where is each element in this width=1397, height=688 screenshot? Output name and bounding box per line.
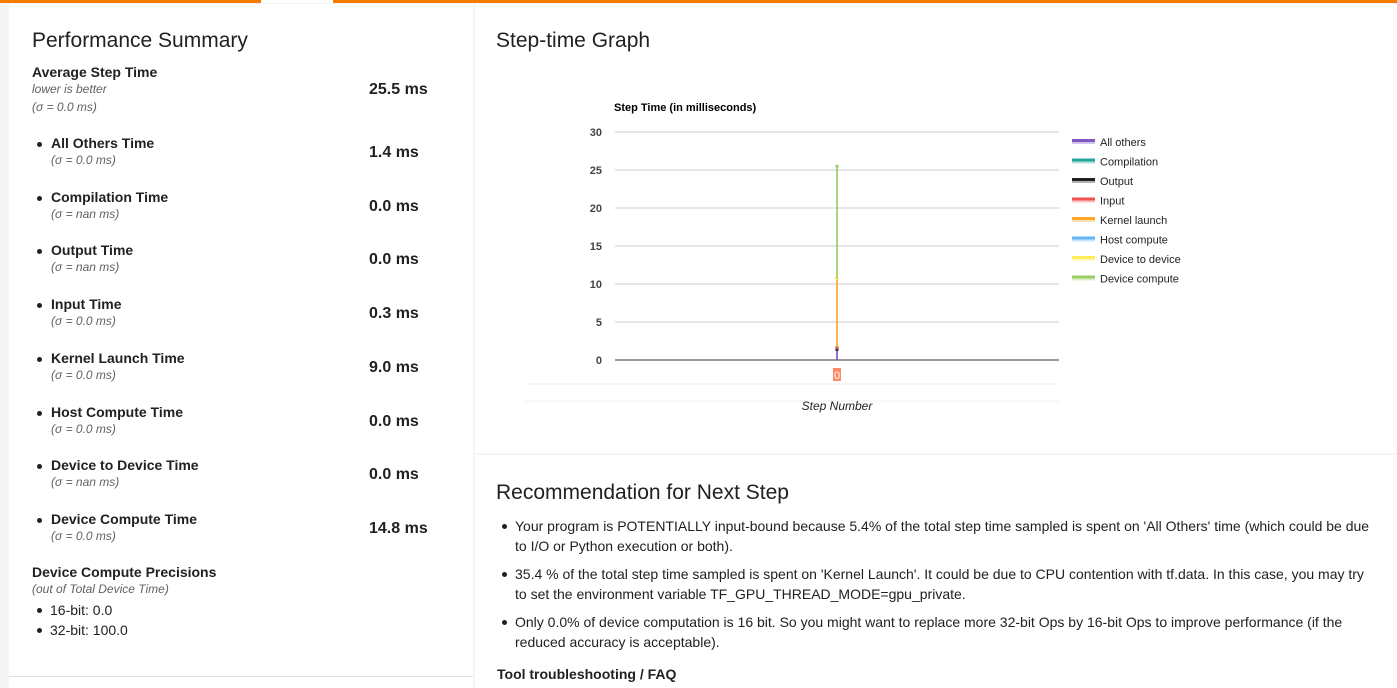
summary-item-label: Compilation Time — [51, 188, 169, 205]
y-tick-label: 10 — [589, 279, 602, 291]
average-step-time-row — [32, 64, 462, 116]
legend-swatch — [1072, 198, 1095, 201]
legend-label: Host compute — [1100, 234, 1168, 247]
chart-title: Step Time (in milliseconds) — [614, 102, 757, 114]
legend-swatch-shade — [1072, 259, 1095, 261]
summary-item-label: Device Compute Time — [51, 510, 198, 527]
summary-item-sigma: (σ = 0.0 ms) — [51, 367, 116, 382]
legend-swatch-shade — [1072, 181, 1095, 183]
performance-summary-card — [9, 4, 473, 688]
summary-item-row — [32, 296, 462, 330]
bullet-icon — [37, 518, 42, 523]
bullet-icon — [37, 357, 42, 362]
legend-swatch-shade — [1072, 220, 1095, 222]
legend-swatch — [1072, 256, 1095, 259]
summary-item-value: 9.0 ms — [369, 358, 419, 376]
legend-swatch — [1072, 237, 1095, 240]
y-tick-label: 0 — [595, 355, 602, 367]
summary-item-label: Host Compute Time — [51, 403, 183, 420]
bullet-icon — [37, 608, 42, 613]
summary-item-value: 14.8 ms — [369, 519, 428, 537]
step-time-graph-card — [475, 4, 1397, 453]
legend-label: Kernel launch — [1100, 215, 1168, 227]
summary-item-value: 1.4 ms — [369, 144, 419, 161]
recommendation-item: Only 0.0% of device computation is 16 bit. So you might want to replace more 32-bit Ops by 16-bit Ops to improve performance (if the reduced accuracy is acceptable). — [515, 612, 1375, 652]
legend-label: Compilation — [1100, 156, 1159, 169]
summary-item-label: Device to Device Time — [51, 457, 199, 474]
legend-swatch-shade — [1072, 240, 1095, 242]
summary-item-sigma: (σ = 0.0 ms) — [51, 421, 116, 436]
bullet-icon — [37, 196, 42, 201]
precisions-row — [32, 564, 462, 598]
x-tick-label: 0 — [833, 370, 841, 382]
legend-label: All others — [1100, 137, 1146, 149]
average-step-time-label: Average Step Time — [32, 64, 158, 80]
troubleshooting-faq-link[interactable]: Tool troubleshooting / FAQ — [497, 666, 677, 682]
y-tick-label: 5 — [595, 317, 602, 329]
summary-title: Performance Summary — [32, 29, 248, 52]
summary-item-sigma: (σ = 0.0 ms) — [51, 153, 116, 167]
precision-item: 32-bit: 100.0 — [36, 622, 128, 638]
bullet-icon — [37, 142, 42, 147]
summary-item-value: 0.0 ms — [369, 466, 419, 484]
legend-swatch — [1072, 159, 1095, 162]
legend-label: Output — [1100, 176, 1134, 188]
y-tick-label: 25 — [589, 165, 602, 177]
summary-item-row — [32, 189, 462, 223]
legend-label: Input — [1100, 195, 1125, 208]
recommendation-item: 35.4 % of the total step time sampled is spent on 'Kernel Launch'. It could be due to CPU contention with tf.data. In this case, you may try to set the environment variable TF_GPU_THREAD_MODE=gpu_private. — [515, 564, 1375, 604]
bullet-icon — [502, 572, 507, 577]
summary-item-row — [32, 350, 462, 384]
graph-title: Step-time Graph — [496, 29, 651, 52]
divider — [9, 676, 473, 677]
summary-item-value: 0.0 ms — [369, 197, 419, 215]
legend-swatch — [1072, 276, 1095, 279]
summary-item-sigma: (σ = 0.0 ms) — [51, 314, 116, 329]
summary-item-row — [32, 242, 462, 276]
legend-swatch-shade — [1072, 279, 1095, 281]
legend-swatch — [1072, 178, 1095, 181]
summary-item-sigma: (σ = nan ms) — [51, 206, 120, 221]
active-tab-indicator[interactable] — [261, 0, 333, 3]
bullet-icon — [502, 620, 507, 625]
recommendation-item: Your program is POTENTIALLY input-bound because 5.4% of the total step time sampled is spent on 'All Others' time (which could be due to I/O or Python execution or both). — [515, 516, 1375, 556]
summary-item-label: Output Time — [51, 242, 134, 259]
bullet-icon — [37, 411, 42, 416]
legend-swatch-shade — [1072, 162, 1095, 164]
summary-item-row — [32, 404, 462, 438]
average-step-time-sigma: (σ = 0.0 ms) — [32, 100, 97, 114]
summary-item-label: Kernel Launch Time — [51, 349, 185, 366]
summary-item-sigma: (σ = nan ms) — [51, 475, 120, 490]
summary-item-row — [32, 135, 462, 169]
top-accent-bar — [0, 0, 1397, 3]
y-tick-label: 15 — [589, 241, 602, 253]
legend-swatch — [1072, 217, 1095, 220]
recommendation-title: Recommendation for Next Step — [496, 481, 789, 504]
legend-label: Device compute — [1100, 273, 1179, 286]
legend-swatch-shade — [1072, 201, 1095, 203]
recommendation-card — [475, 455, 1397, 688]
bar-segment-top-marker — [835, 165, 838, 168]
summary-item-label: Input Time — [51, 296, 122, 313]
bullet-icon — [37, 628, 42, 633]
bar-segment — [836, 279, 838, 347]
summary-item-label: All Others Time — [51, 135, 155, 151]
precisions-note: (out of Total Device Time) — [32, 582, 169, 596]
bar-segment — [836, 166, 838, 278]
precisions-label: Device Compute Precisions — [32, 564, 217, 580]
summary-item-value: 0.3 ms — [369, 305, 419, 323]
summary-item-row — [32, 457, 462, 491]
precision-item: 16-bit: 0.0 — [36, 602, 112, 618]
average-step-time-note: lower is better — [32, 82, 107, 96]
bullet-icon — [502, 524, 507, 529]
summary-item-sigma: (σ = nan ms) — [51, 260, 120, 275]
summary-item-row — [32, 511, 462, 545]
x-axis-label: Step Number — [801, 399, 873, 413]
legend-swatch — [1072, 139, 1095, 142]
legend-label: Device to device — [1100, 254, 1181, 266]
summary-item-sigma: (σ = 0.0 ms) — [51, 528, 116, 543]
summary-item-value: 0.0 ms — [369, 251, 419, 269]
step-time-chart — [475, 4, 1397, 453]
summary-item-value: 0.0 ms — [369, 412, 419, 430]
y-tick-label: 20 — [589, 203, 602, 215]
legend-swatch-shade — [1072, 142, 1095, 144]
y-tick-label: 30 — [589, 127, 602, 139]
average-step-time-value: 25.5 ms — [369, 81, 428, 98]
